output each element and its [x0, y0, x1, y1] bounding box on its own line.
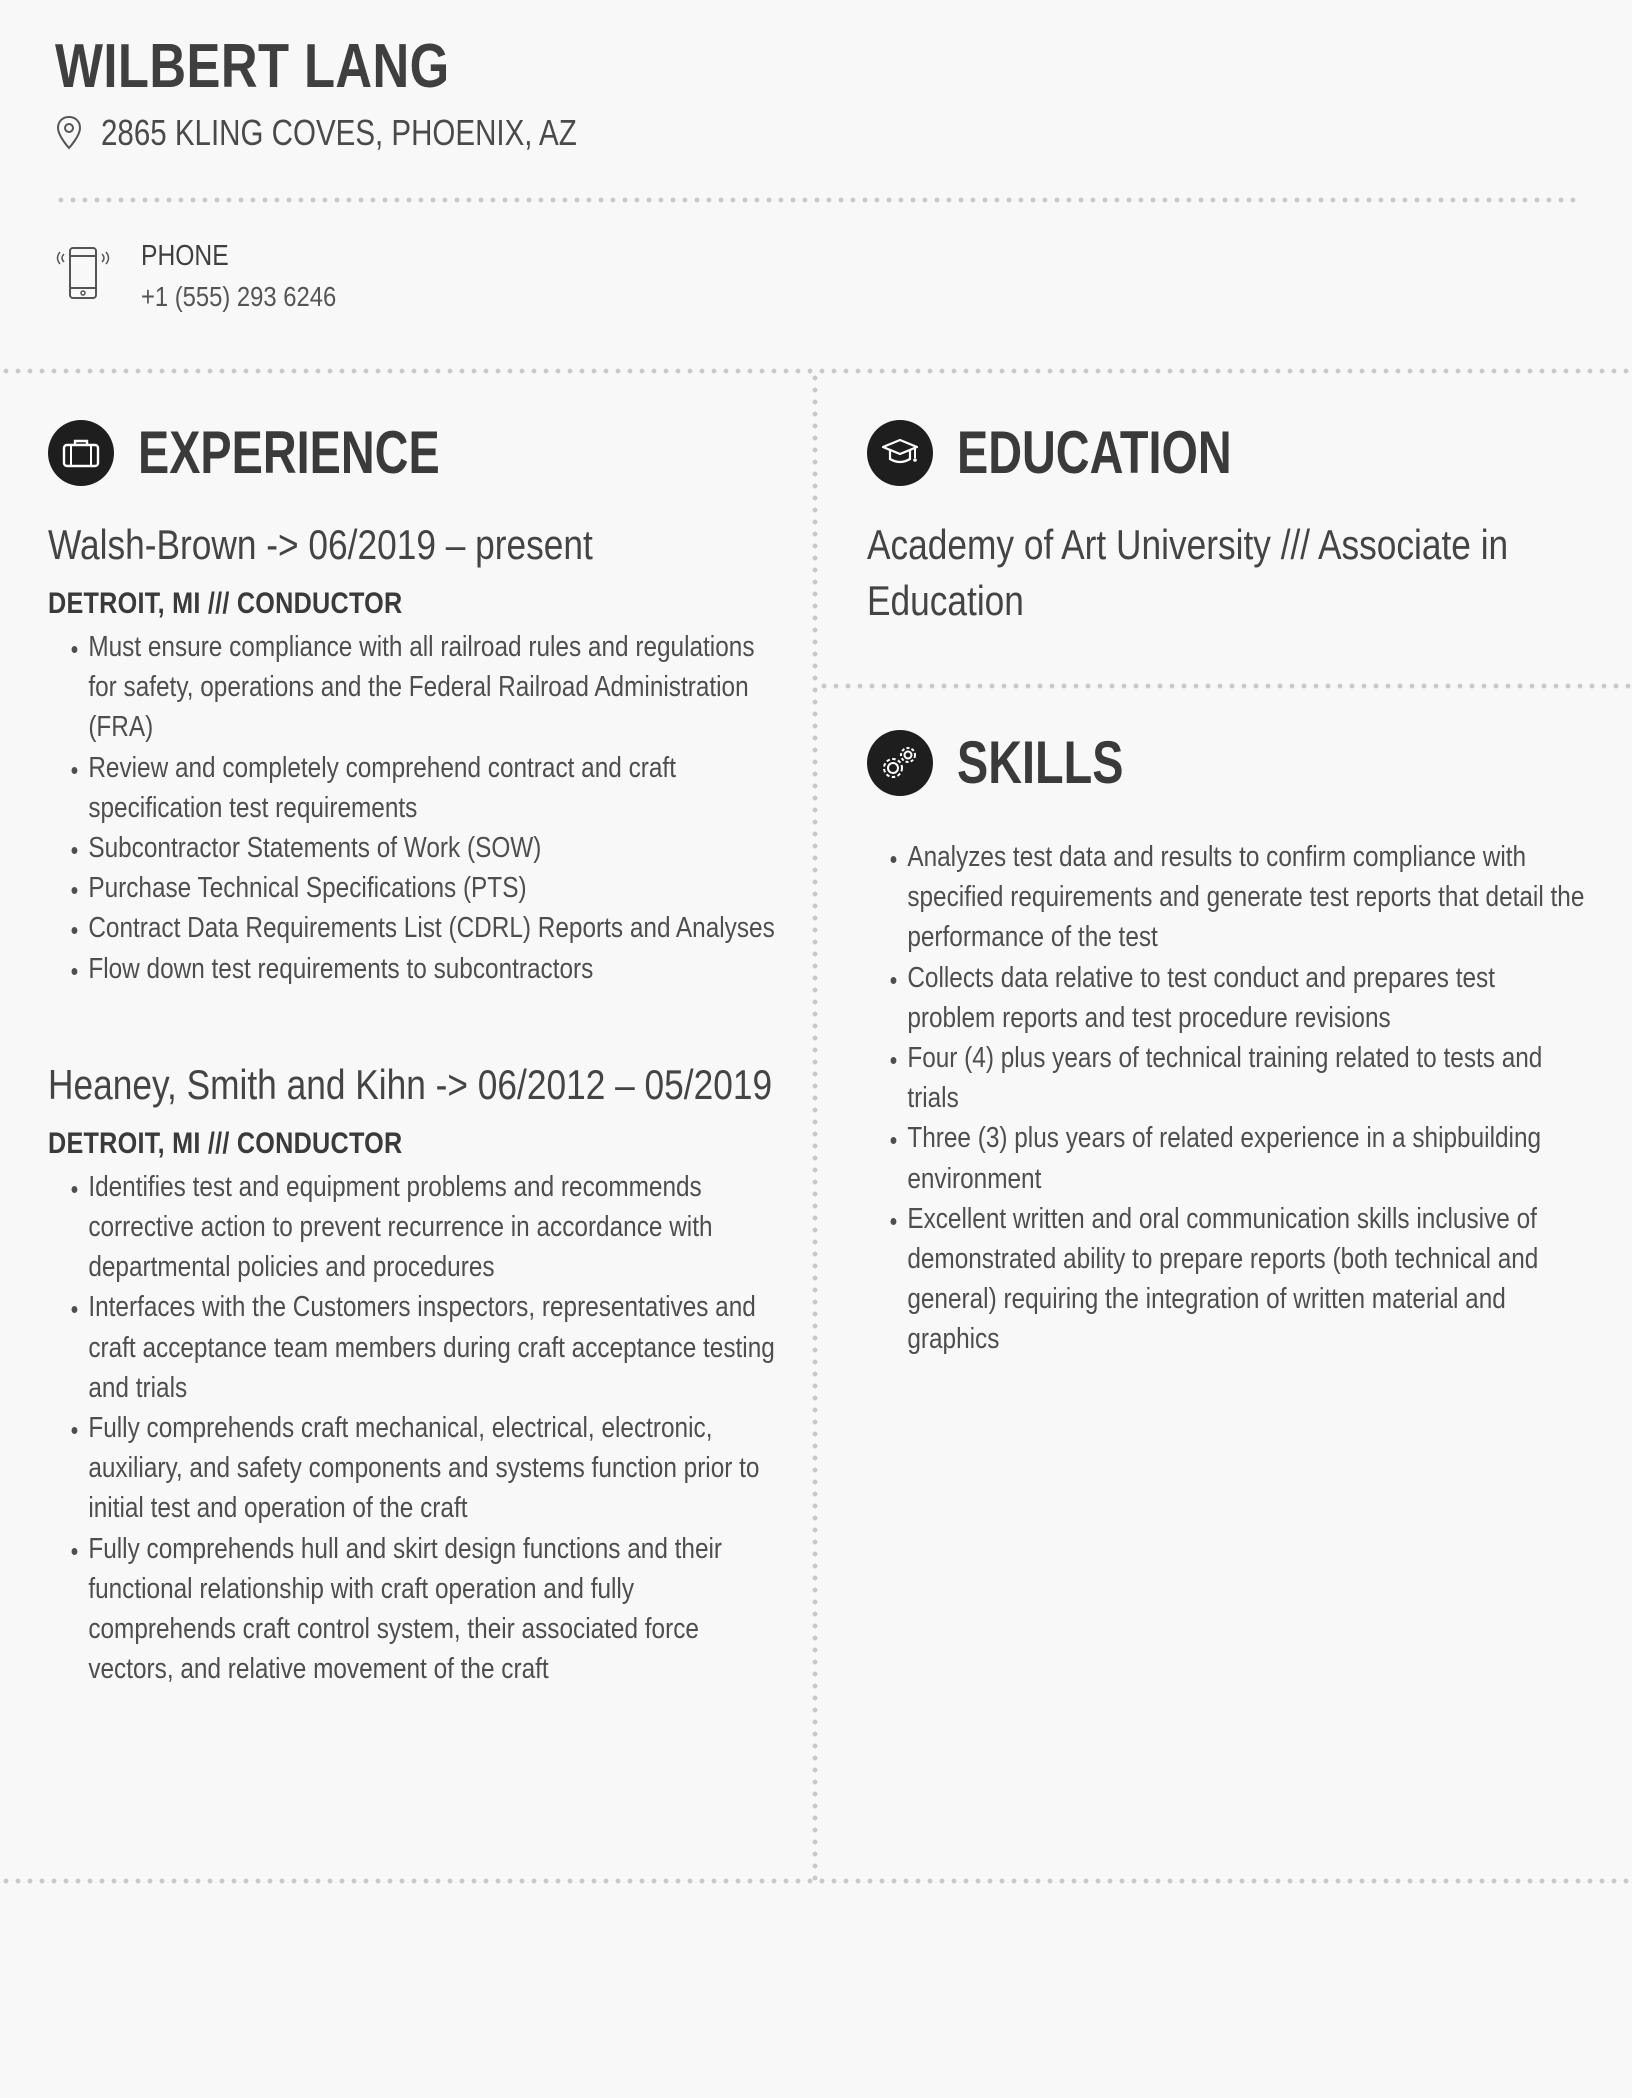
job-entry	[48, 1057, 788, 1690]
address-row	[55, 112, 1575, 154]
list-item: • Subcontractor Statements of Work (SOW)	[88, 828, 788, 868]
skills-bullets	[867, 837, 1587, 1360]
list-item: • Flow down test requirements to subcontractors	[88, 949, 788, 989]
address-text: 2865 KLING COVES, PHOENIX, AZ	[101, 112, 577, 153]
job-heading: Heaney, Smith and Kihn -> 06/2012 – 05/2019	[48, 1060, 773, 1108]
experience-header	[48, 418, 788, 487]
phone-value[interactable]: +1 (555) 293 6246	[141, 281, 337, 312]
list-item: • Four (4) plus years of technical training related to tests and trials	[907, 1038, 1587, 1118]
list-item: • Contract Data Requirements List (CDRL) Reports and Analyses	[88, 908, 788, 948]
briefcase-icon	[48, 420, 114, 486]
column-divider	[812, 372, 818, 1882]
experience-title: EXPERIENCE	[138, 419, 440, 486]
job-bullets	[48, 627, 788, 989]
gears-icon	[867, 730, 933, 796]
candidate-name: WILBERT LANG	[55, 32, 450, 101]
phone-label: PHONE	[141, 240, 229, 272]
education-title: EDUCATION	[957, 419, 1232, 486]
list-item: • Fully comprehends craft mechanical, electrical, electronic, auxiliary, and safety components and systems function prior to initial test and operation of the craft	[88, 1408, 788, 1529]
list-item: • Identifies test and equipment problems and recommends corrective action to prevent recurrence in accordance with departmental policies and procedures	[88, 1167, 788, 1288]
education-header	[867, 418, 1587, 487]
skills-section	[867, 728, 1587, 1360]
section-divider-bottom	[0, 1878, 1632, 1884]
experience-content	[48, 517, 788, 1689]
graduation-cap-icon	[867, 420, 933, 486]
education-section	[867, 418, 1587, 629]
contact-phone	[55, 240, 371, 313]
job-heading: Walsh-Brown -> 06/2019 – present	[48, 521, 593, 568]
skills-header	[867, 728, 1587, 797]
list-item: • Fully comprehends hull and skirt design functions and their functional relationship with craft operation and fully comprehends craft control system, their associated force vectors, and relative movement of the craft	[88, 1529, 788, 1690]
mobile-phone-icon	[55, 244, 111, 304]
header-divider	[55, 197, 1580, 203]
list-item: • Analyzes test data and results to confirm compliance with specified requirements and generate test reports that detail the performance of the test	[907, 837, 1587, 958]
map-pin-icon	[55, 115, 83, 151]
job-location-role: DETROIT, MI /// CONDUCTOR	[48, 587, 403, 620]
education-content	[867, 517, 1587, 629]
job-location-role: DETROIT, MI /// CONDUCTOR	[48, 1126, 403, 1160]
list-item: • Excellent written and oral communication skills inclusive of demonstrated ability to prepare reports (both technical and general) requiring the integration of written material and graphics	[907, 1199, 1587, 1360]
skills-title: SKILLS	[957, 729, 1124, 796]
experience-section	[48, 418, 788, 1689]
list-item: • Purchase Technical Specifications (PTS)	[88, 868, 788, 908]
resume-header	[55, 32, 1575, 154]
education-entry: Academy of Art University /// Associate in Education	[867, 521, 1509, 624]
list-item: • Three (3) plus years of related experience in a shipbuilding environment	[907, 1118, 1587, 1198]
list-item: • Review and completely comprehend contract and craft specification test requirements	[88, 748, 788, 828]
list-item: • Must ensure compliance with all railroad rules and regulations for safety, operations and the Federal Railroad Administration (FRA)	[88, 627, 788, 748]
skills-content	[867, 837, 1587, 1360]
education-skills-divider	[818, 683, 1632, 689]
job-bullets	[48, 1167, 788, 1690]
job-entry	[48, 517, 788, 989]
list-item: • Collects data relative to test conduct and prepares test problem reports and test procedure revisions	[907, 958, 1587, 1038]
list-item: • Interfaces with the Customers inspectors, representatives and craft acceptance team members during craft acceptance testing and trials	[88, 1287, 788, 1408]
